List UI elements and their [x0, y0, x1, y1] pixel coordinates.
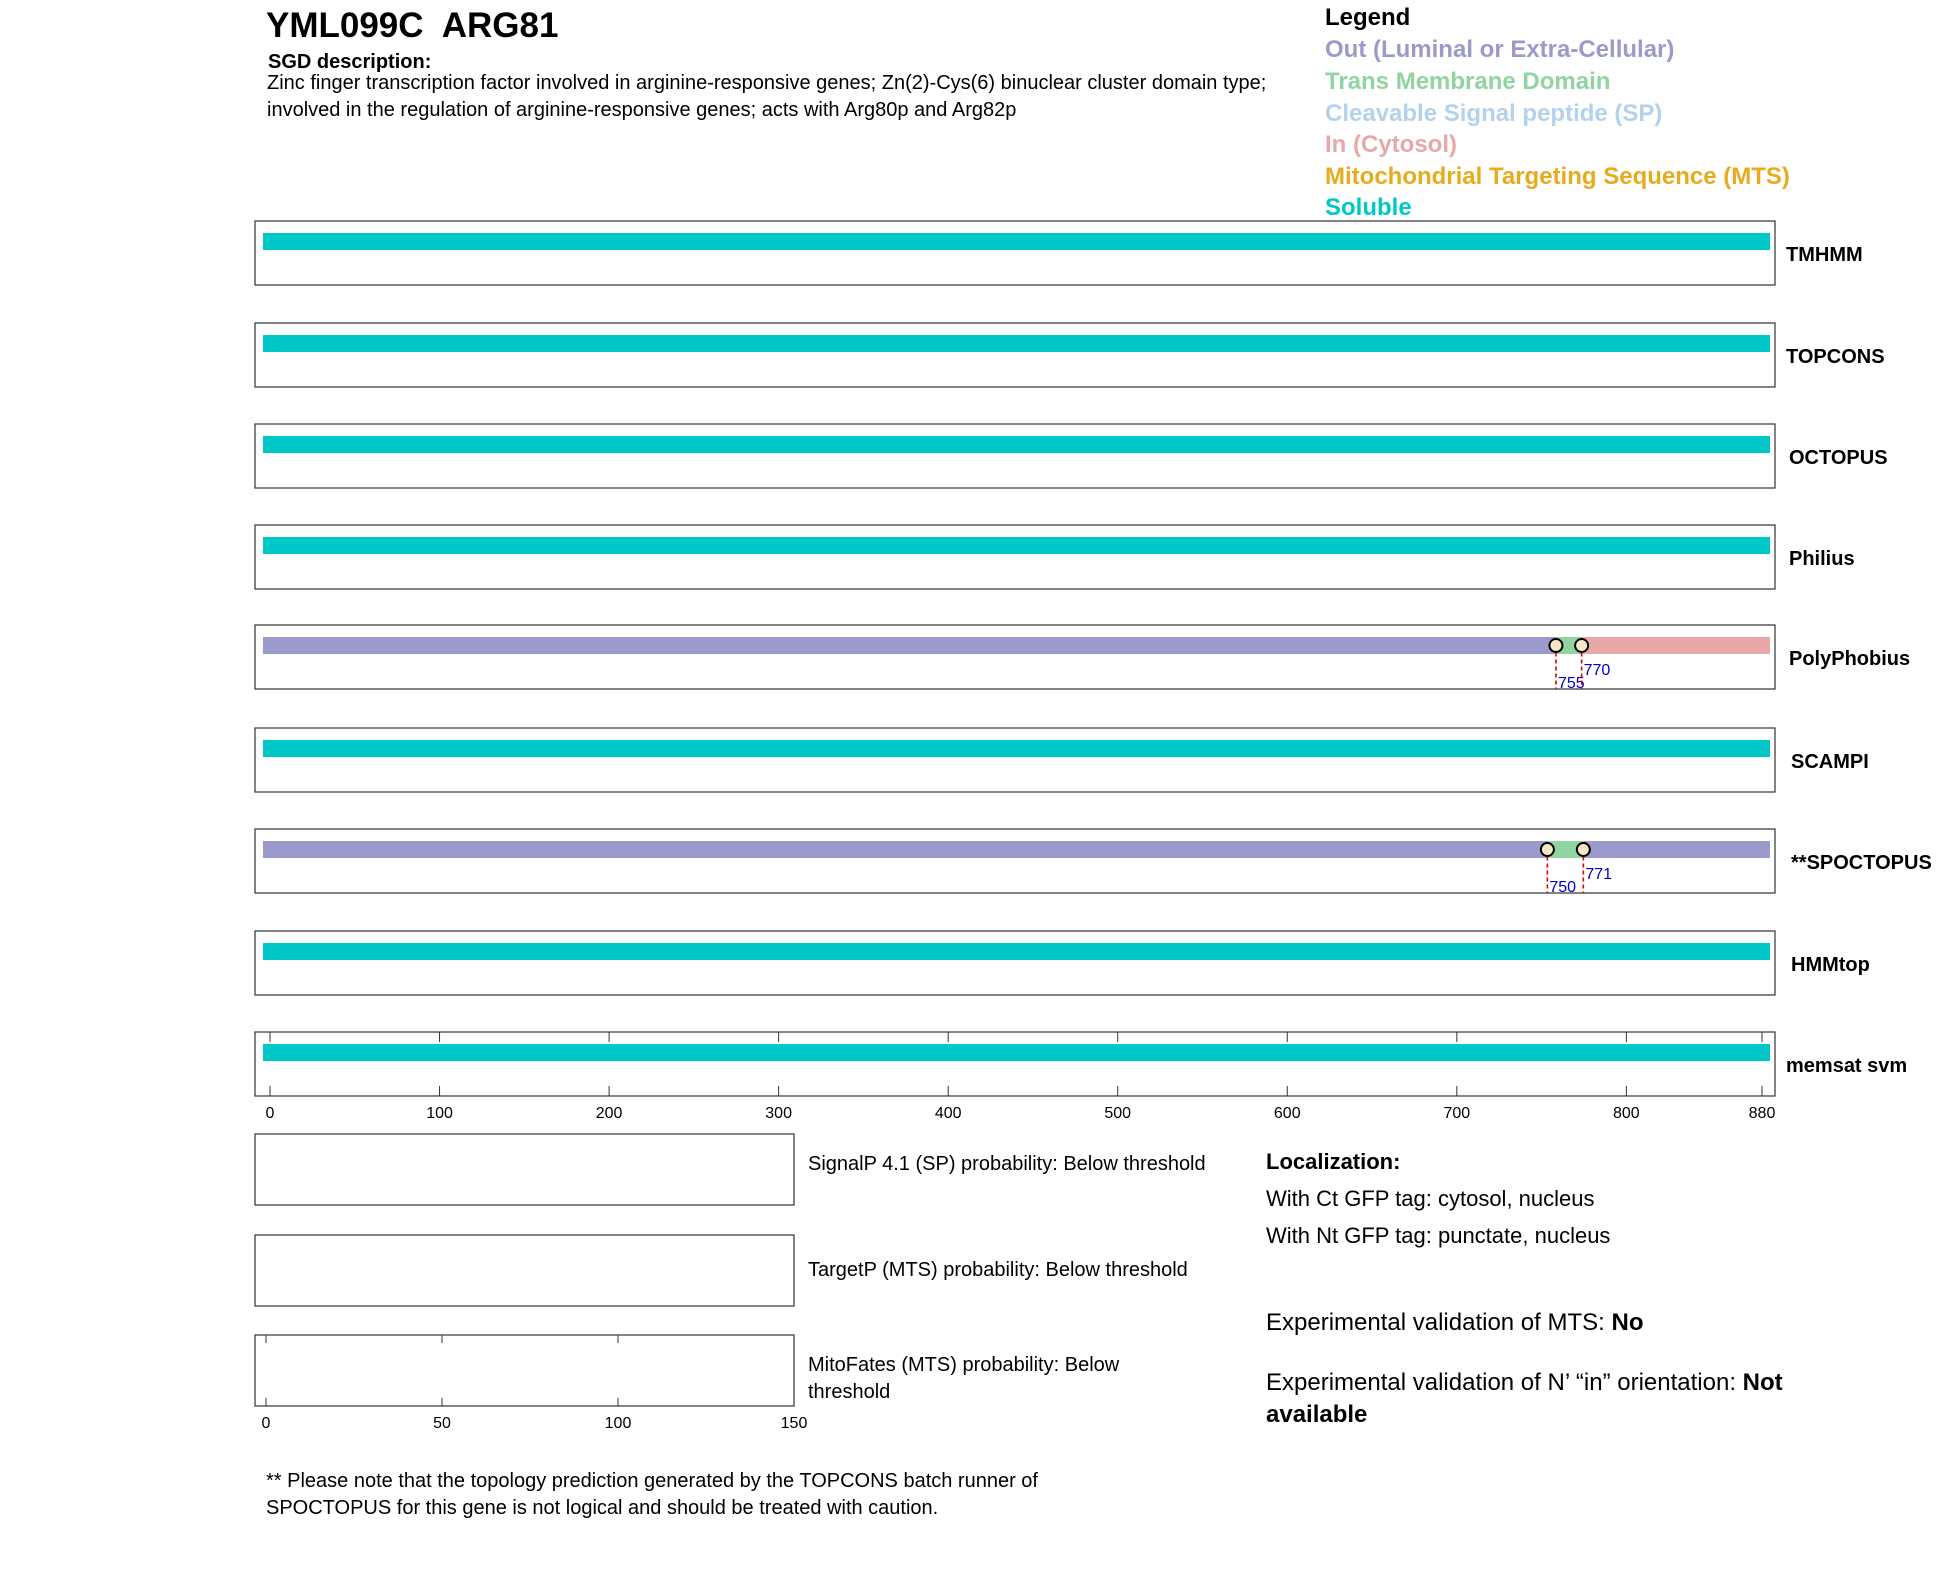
tm-boundary-marker — [1541, 843, 1554, 856]
prob-axis-tick-label: 150 — [780, 1415, 808, 1432]
track-segment-in — [1582, 637, 1770, 654]
track-label: Philius — [1789, 548, 1855, 570]
track-label: **SPOCTOPUS — [1791, 852, 1932, 874]
prob-axis-tick-label: 100 — [604, 1415, 632, 1432]
track-label: TMHMM — [1786, 244, 1863, 266]
targetp-probability: TargetP (MTS) probability: Below threshold — [808, 1259, 1188, 1281]
axis-tick-label: 500 — [1104, 1105, 1132, 1122]
gene-id: YML099C — [266, 6, 424, 45]
mitofates-panel — [255, 1335, 794, 1406]
legend-item-out: Out (Luminal or Extra-Cellular) — [1325, 36, 1675, 63]
axis-tick-label: 880 — [1748, 1105, 1776, 1122]
track-label: memsat svm — [1786, 1055, 1908, 1077]
sgd-description: Zinc finger transcription factor involved in arginine-responsive genes; Zn(2)-Cys(6) binuclear cluster domain type; involved in the regulation of arginine-responsive genes; acts with Arg80p and Arg82p — [267, 72, 1267, 121]
mitofates-probability: MitoFates (MTS) probability: Below threshold — [808, 1354, 1120, 1403]
legend-item-sp: Cleavable Signal peptide (SP) — [1325, 100, 1663, 127]
axis-tick-label: 400 — [934, 1105, 962, 1122]
axis-tick-label: 200 — [595, 1105, 623, 1122]
localization-ct-gfp: With Ct GFP tag: cytosol, nucleus — [1266, 1186, 1595, 1211]
axis-tick-label: 300 — [765, 1105, 792, 1122]
tm-boundary-label: 750 — [1549, 879, 1577, 896]
legend-item-mts: Mitochondrial Targeting Sequence (MTS) — [1325, 163, 1790, 190]
tm-boundary-label: 755 — [1557, 675, 1585, 692]
probability-chart — [0, 0, 808, 1440]
axis-tick-label: 100 — [426, 1105, 453, 1122]
prob-axis-tick-label: 0 — [261, 1415, 271, 1432]
axis-tick-label: 600 — [1273, 1105, 1301, 1122]
legend-item-soluble: Soluble — [1325, 194, 1412, 221]
axis-tick-label: 700 — [1443, 1105, 1471, 1122]
tm-boundary-label: 770 — [1583, 662, 1611, 679]
sgd-description-label: SGD description: — [268, 51, 432, 73]
targetp-panel — [255, 1235, 794, 1306]
gene-name: ARG81 — [441, 6, 559, 45]
experimental-orientation — [1266, 1367, 1866, 1431]
experimental-orientation-value: Not available — [1266, 1369, 1783, 1428]
tm-boundary-marker — [1549, 639, 1562, 652]
experimental-mts-value: No — [1611, 1309, 1644, 1336]
tm-boundary-marker — [1577, 843, 1590, 856]
footnote: ** Please note that the topology prediction generated by the TOPCONS batch runner of SPOCTOPUS for this gene is not logical and should be treated with caution. — [266, 1470, 1038, 1519]
legend-item-in: In (Cytosol) — [1325, 131, 1457, 158]
track-segment-out — [1583, 841, 1770, 858]
track-label: OCTOPUS — [1789, 447, 1888, 469]
signalp-panel — [255, 1134, 794, 1205]
experimental-mts — [1266, 1307, 1866, 1339]
track-label: PolyPhobius — [1789, 648, 1911, 670]
experimental-mts-label: Experimental validation of MTS: — [1266, 1309, 1612, 1336]
tm-boundary-marker — [1575, 639, 1588, 652]
experimental-orientation-label: Experimental validation of N’ “in” orientation: — [1266, 1369, 1743, 1396]
track-label: SCAMPI — [1791, 751, 1869, 773]
track-label: HMMtop — [1791, 954, 1870, 976]
localization-nt-gfp: With Nt GFP tag: punctate, nucleus — [1266, 1223, 1611, 1248]
axis-tick-label: 0 — [265, 1105, 275, 1122]
prob-axis-tick-label: 50 — [433, 1415, 451, 1432]
legend-item-tm: Trans Membrane Domain — [1325, 68, 1611, 95]
legend-title: Legend — [1325, 4, 1411, 31]
tm-boundary-label: 771 — [1585, 866, 1613, 883]
axis-tick-label: 800 — [1613, 1105, 1640, 1122]
track-label: TOPCONS — [1786, 346, 1885, 368]
localization-title: Localization: — [1266, 1149, 1401, 1174]
signalp-probability: SignalP 4.1 (SP) probability: Below threshold — [808, 1153, 1206, 1175]
